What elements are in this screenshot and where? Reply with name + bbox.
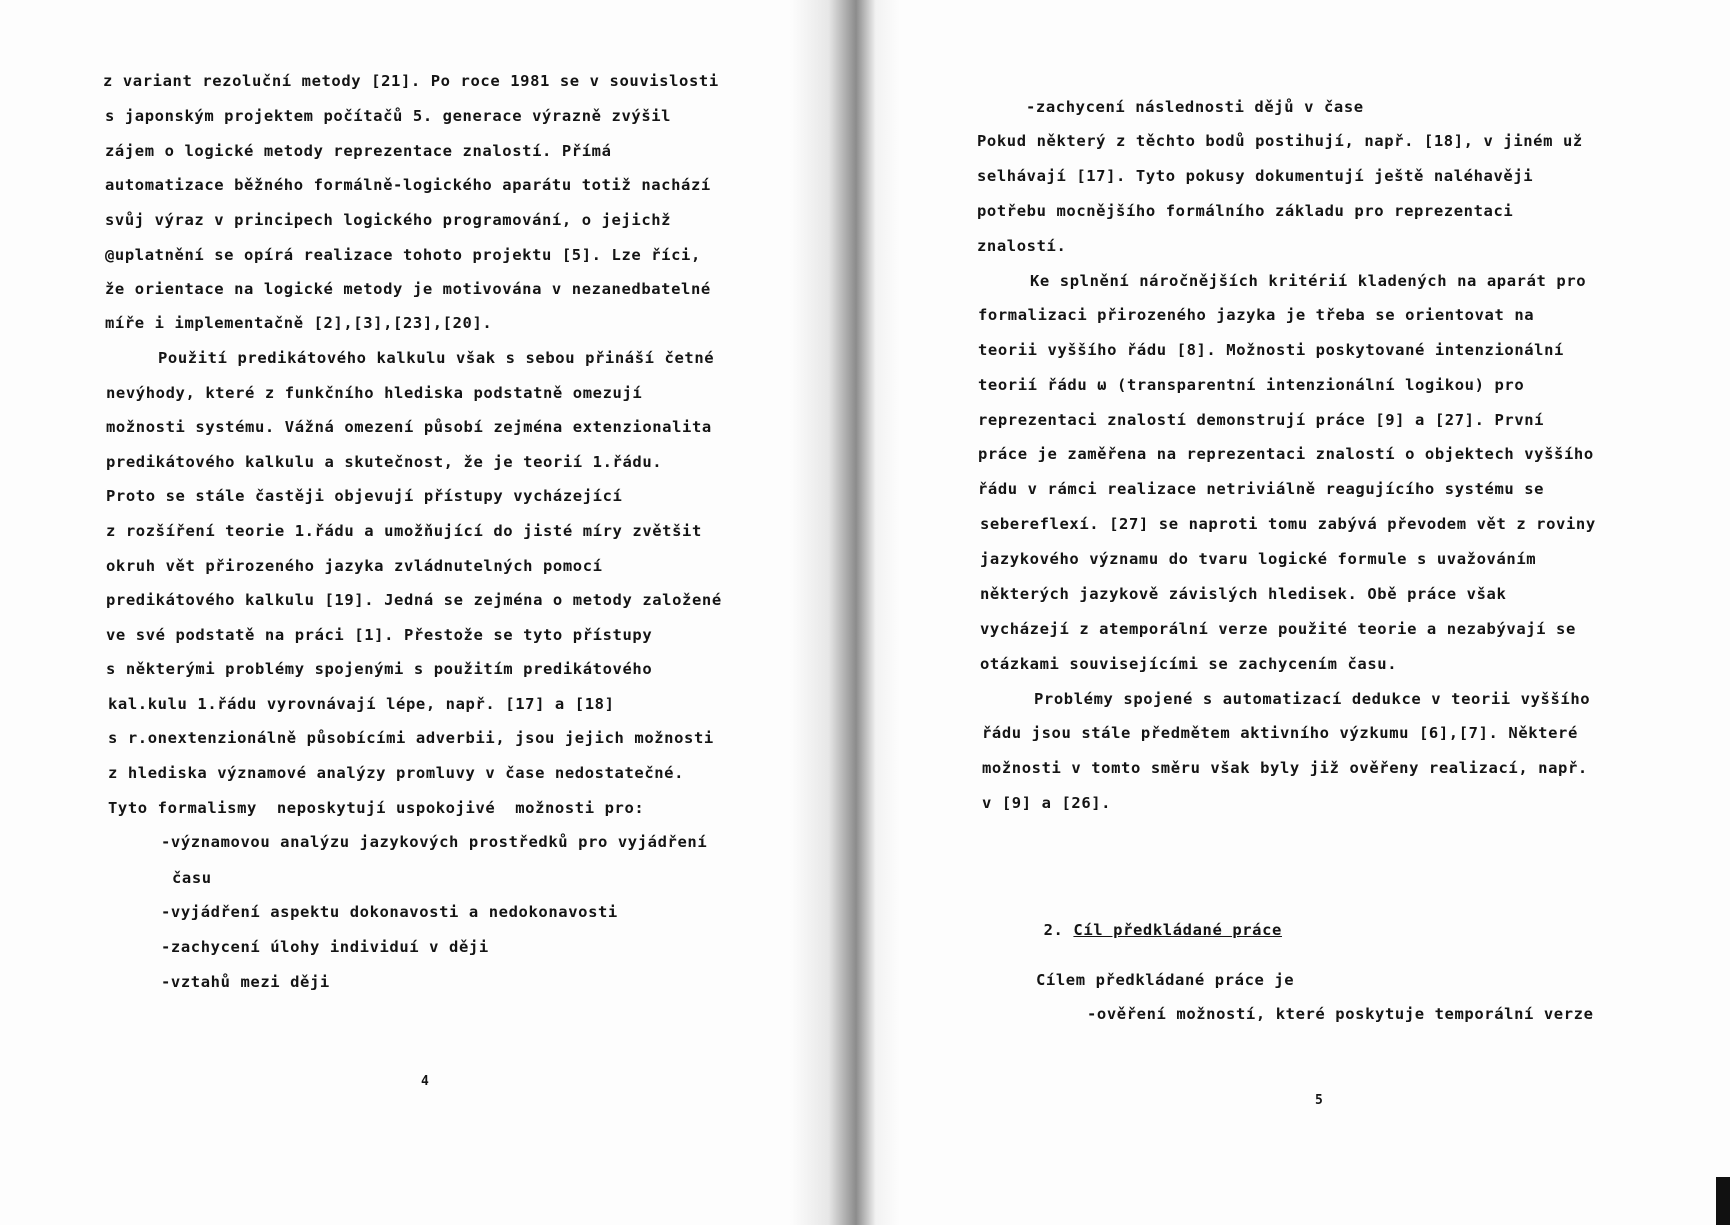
right-line-21: v [9] a [26].: [982, 794, 1112, 812]
left-list-item-2: -vyjádření aspektu dokonavosti a nedokonavosti: [161, 903, 618, 921]
left-line-11: možnosti systému. Vážná omezení působí zejména extenzionalita: [106, 418, 712, 436]
left-line-6: @uplatnění se opírá realizace tohoto projektu [5]. Lze říci,: [105, 246, 701, 264]
left-line-21: z hlediska významové analýzy promluvy v čase nedostatečné.: [108, 764, 685, 782]
goal-intro: Cílem předkládané práce je: [1036, 971, 1295, 989]
right-page-number: 5: [1315, 1093, 1323, 1108]
right-line-10: reprezentaci znalostí demonstrují práce [9] a [27]. První: [978, 411, 1545, 429]
left-line-14: z rozšíření teorie 1.řádu a umožňující do jisté míry zvětšit: [106, 522, 702, 540]
right-line-18: Problémy spojené s automatizací dedukce v teorii vyššího: [1034, 690, 1591, 708]
right-line-3: selhávají [17]. Tyto pokusy dokumentují ještě naléhavěji: [977, 167, 1534, 185]
section-heading-title: Cíl předkládané práce: [1073, 921, 1282, 939]
right-line-14: jazykového významu do tvaru logické formule s uvažováním: [980, 550, 1537, 568]
right-line-9: teorií řádu ω (transparentní intenzionální logikou) pro: [978, 376, 1525, 394]
scan-edge-mark: [1716, 1177, 1730, 1225]
right-line-19: řádu jsou stále předmětem aktivního výzkumu [6],[7]. Některé: [982, 724, 1578, 742]
right-line-15: některých jazykově závislých hledisek. Obě práce však: [980, 585, 1507, 603]
right-page: [870, 0, 1730, 1225]
left-line-13: Proto se stále častěji objevují přístupy vycházející: [106, 487, 623, 505]
left-list-item-1: -významovou analýzu jazykových prostředků pro vyjádření: [161, 833, 708, 851]
right-line-12: řádu v rámci realizace netriviálně reagujícího systému se: [978, 480, 1545, 498]
left-line-9: Použití predikátového kalkulu však s sebou přináší četné: [158, 349, 715, 367]
left-list-item-3: -zachycení úlohy individuí v ději: [161, 938, 489, 956]
right-line-8: teorii vyššího řádu [8]. Možnosti poskytované intenzionální: [978, 341, 1564, 359]
left-line-1: z variant rezoluční metody [21]. Po roce 1981 se v souvislosti: [103, 72, 719, 90]
left-line-7: že orientace na logické metody je motivována v nezanedbatelné: [105, 280, 711, 298]
right-line-1: -zachycení následnosti dějů v čase: [1026, 98, 1364, 116]
right-line-7: formalizaci přirozeného jazyka je třeba se orientovat na: [978, 306, 1535, 324]
left-line-22: Tyto formalismy neposkytují uspokojivé možnosti pro:: [108, 799, 645, 817]
left-line-5: svůj výraz v principech logického programování, o jejichž: [105, 211, 672, 229]
left-line-4: automatizace běžného formálně-logického aparátu totiž nachází: [105, 176, 711, 194]
left-line-19: kal.kulu 1.řádu vyrovnávají lépe, např. [17] a [18]: [108, 695, 615, 713]
right-line-6: Ke splnění náročnějších kritérií kladených na aparát pro: [1030, 272, 1587, 290]
left-line-16: predikátového kalkulu [19]. Jedná se zejména o metody založené: [106, 591, 722, 609]
right-line-17: otázkami souvisejícími se zachycením času.: [980, 655, 1398, 673]
left-line-3: zájem o logické metody reprezentace znalostí. Přímá: [105, 142, 612, 160]
goal-item: -ověření možností, které poskytuje temporální verze: [1087, 1005, 1594, 1023]
left-page-number: 4: [421, 1074, 429, 1089]
left-line-17: ve své podstatě na práci [1]. Přestože se tyto přístupy: [106, 626, 653, 644]
section-heading-number: 2.: [1043, 921, 1064, 939]
right-line-16: vycházejí z atemporální verze použité teorie a nezabývají se: [980, 620, 1576, 638]
section-heading: [984, 900, 1282, 960]
left-list-item-4: -vztahů mezi ději: [161, 973, 330, 991]
left-line-10: nevýhody, které z funkčního hlediska podstatně omezují: [106, 384, 643, 402]
left-line-18: s některými problémy spojenými s použitím predikátového: [106, 660, 653, 678]
left-line-15: okruh vět přirozeného jazyka zvládnutelných pomocí: [106, 557, 603, 575]
right-line-2: Pokud některý z těchto bodů postihují, např. [18], v jiném už: [977, 132, 1583, 150]
left-line-20: s r.onextenzionálně působícími adverbii, jsou jejich možnosti: [108, 729, 714, 747]
left-page: [0, 0, 860, 1225]
left-line-8: míře i implementačně [2],[3],[23],[20].: [105, 314, 493, 332]
right-line-13: sebereflexí. [27] se naproti tomu zabývá převodem vět z roviny: [980, 515, 1596, 533]
right-line-5: znalostí.: [977, 237, 1067, 255]
left-list-item-1-cont: času: [172, 869, 212, 887]
right-line-4: potřebu mocnějšího formálního základu pro reprezentaci: [977, 202, 1514, 220]
right-line-20: možnosti v tomto směru však byly již ověřeny realizací, např.: [982, 759, 1588, 777]
right-line-11: práce je zaměřena na reprezentaci znalostí o objektech vyššího: [978, 445, 1594, 463]
left-line-12: predikátového kalkulu a skutečnost, že je teorií 1.řádu.: [106, 453, 663, 471]
left-line-2: s japonským projektem počítačů 5. generace výrazně zvýšil: [105, 107, 672, 125]
